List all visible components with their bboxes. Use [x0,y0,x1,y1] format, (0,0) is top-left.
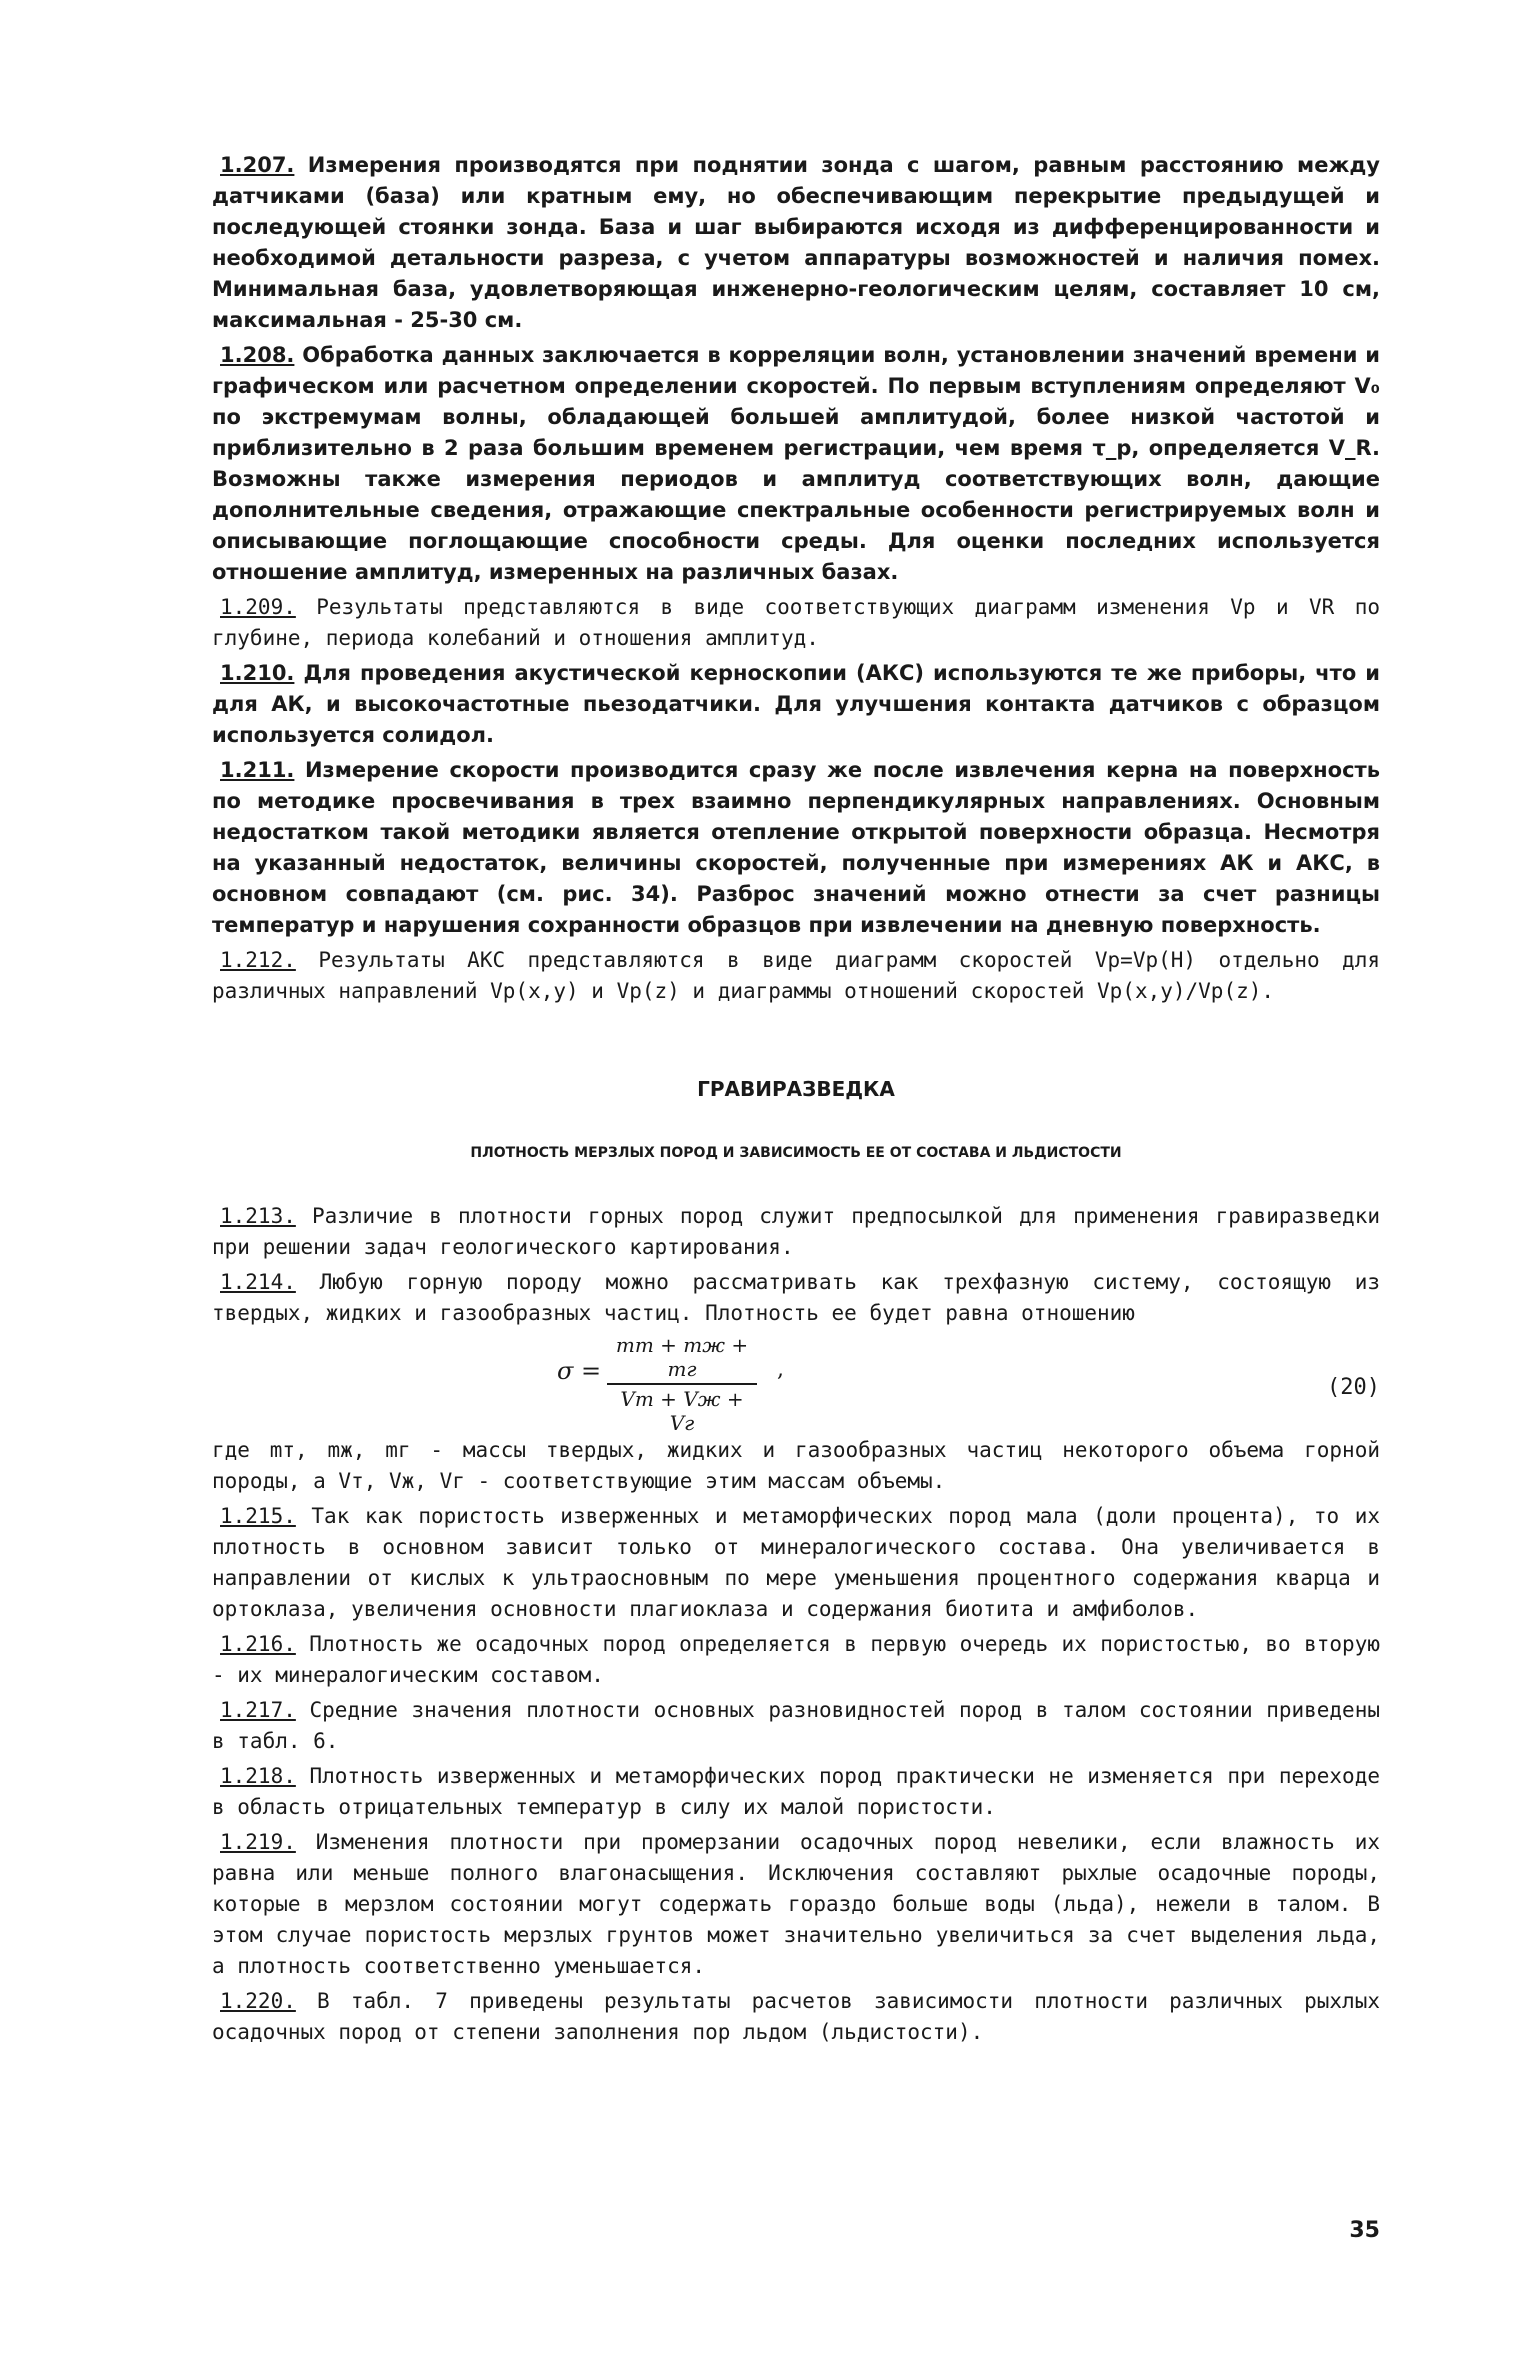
paragraph-text: Измерение скорости производится сразу же после извлечения керна на поверхность по методике просвечивания в трех взаимно перпендикулярных направлениях. Основным недостатком такой методики является отепление открытой поверхности образца. Несмотря на указанный недостаток, величины скоростей, полученные при измерениях АК и АКС, в основном совпадают (см. рис. 34). Разброс значений можно отнести за счет разницы температур и нарушения сохранности образцов при извлечении на дневную поверхность. [212,758,1381,937]
paragraph-1-207 [212,150,1380,336]
paragraph-1-216 [212,1629,1380,1691]
paragraph-number: 1.209. [220,595,296,619]
paragraph-1-211 [212,755,1380,941]
paragraph-text: Для проведения акустической керноскопии (АКС) используются те же приборы, что и для АК, и высокочастотные пьезодатчики. Для улучшения контакта датчиков с образцом используется солидол. [212,661,1380,747]
paragraph-text: Изменения плотности при промерзании осадочных пород невелики, если влажность их равна или меньше полного влагонасыщения. Исключения составляют рыхлые осадочные породы, которые в мерзлом состоянии могут содержать гораздо больше воды (льда), нежели в талом. В этом случае пористость мерзлых грунтов может значительно увеличиться за счет выделения льда, а плотность соответственно уменьшается. [212,1830,1380,1978]
paragraph-1-209 [212,592,1380,654]
paragraph-1-219 [212,1827,1380,1982]
formula-fraction [607,1333,757,1435]
paragraph-number: 1.211. [220,758,295,782]
paragraph-text: Различие в плотности горных пород служит предпосылкой для применения гравиразведки при решении задач геологического картирования. [212,1204,1380,1259]
formula-numerator: mт + mж + mг [607,1333,757,1385]
paragraph-text: Так как пористость изверженных и метаморфических пород мала (доли процента), то их плотность в основном зависит только от минералогического состава. Она увеличивается в направлении от кислых к ультраосновным по мере уменьшения процентного содержания кварца и ортоклаза, увеличения основности плагиоклаза и содержания биотита и амфиболов. [212,1504,1380,1621]
paragraph-number: 1.208. [220,343,295,367]
paragraph-number: 1.219. [220,1830,296,1854]
paragraph-number: 1.220. [220,1989,296,2013]
paragraph-number: 1.210. [220,661,295,685]
paragraph-number: 1.212. [220,948,296,972]
paragraph-1-217 [212,1695,1380,1757]
paragraph-1-208 [212,340,1380,588]
paragraph-text: Результаты АКС представляются в виде диаграмм скоростей Vp=Vp(H) отдельно для различных направлений Vp(x,y) и Vp(z) и диаграммы отношений скоростей Vp(x,y)/Vp(z). [212,948,1380,1003]
paragraph-text: Средние значения плотности основных разновидностей пород в талом состоянии приведены в табл. 6. [212,1698,1380,1753]
paragraph-text: Измерения производятся при поднятии зонда с шагом, равным расстоянию между датчиками (база) или кратным ему, но обеспечивающим перекрытие предыдущей и последующей стоянки зонда. База и шаг выбираются исходя из дифференцированности и необходимой детальности разреза, с учетом аппаратуры возможностей и наличия помех. Минимальная база, удовлетворяющая инженерно-геологическим целям, составляет 10 см, максимальная - 25-30 см. [212,153,1380,332]
section-acoustic [212,150,1380,1007]
formula-denominator: Vт + Vж + Vг [620,1387,744,1435]
formula-comma: , [777,1357,784,1382]
paragraph-number: 1.214. [220,1270,296,1294]
paragraph-text: Плотность же осадочных пород определяется в первую очередь их пористостью, во вторую - их минералогическим составом. [212,1632,1380,1687]
paragraph-number: 1.207. [220,153,295,177]
paragraph-number: 1.215. [220,1504,296,1528]
paragraph-text: Любую горную породу можно рассматривать как трехфазную систему, состоящую из твердых, жидких и газообразных частиц. Плотность ее будет равна отношению [212,1270,1380,1325]
formula-lhs: σ = [557,1357,602,1385]
density-formula [212,1333,1380,1435]
section-heading: ГРАВИРАЗВЕДКА [697,1077,895,1101]
formula-where-text: где mт, mж, mг - массы твердых, жидких и газообразных частиц некоторого объема горной породы, а Vт, Vж, Vг - соответствующие этим массам объемы. [212,1438,1380,1493]
paragraph-number: 1.217. [220,1698,296,1722]
paragraph-text: Обработка данных заключается в корреляции волн, установлении значений времени и графическом или расчетном определении скоростей. По первым вступлениям определяют V₀ по экстремумам волны, обладающей большей амплитудой, более низкой частотой и приблизительно в 2 раза большим временем регистрации, чем время τ_p, определяется V_R. Возможны также измерения периодов и амплитуд соответствующих волн, дающие дополнительные сведения, отражающие спектральные особенности регистрируемых волн и описывающие поглощающие способности среды. Для оценки последних используется отношение амплитуд, измеренных на различных базах. [212,343,1381,584]
paragraph-number: 1.213. [220,1204,296,1228]
equation-number: (20) [1327,1375,1380,1400]
paragraph-1-218 [212,1761,1380,1823]
paragraph-text: Плотность изверженных и метаморфических пород практически не изменяется при переходе в область отрицательных температур в силу их малой пористости. [212,1764,1380,1819]
subsection-heading: ПЛОТНОСТЬ МЕРЗЛЫХ ПОРОД И ЗАВИСИМОСТЬ ЕЕ ОТ СОСТАВА И ЛЬДИСТОСТИ [470,1145,1122,1161]
paragraph-1-214 [212,1267,1380,1329]
paragraph-number: 1.216. [220,1632,296,1656]
paragraph-1-210 [212,658,1380,751]
page-body [212,150,1380,2052]
paragraph-1-212 [212,945,1380,1007]
paragraph-text: В табл. 7 приведены результаты расчетов зависимости плотности различных рыхлых осадочных пород от степени заполнения пор льдом (льдистости). [212,1989,1380,2044]
section-gravimetry [212,1201,1380,2048]
paragraph-number: 1.218. [220,1764,296,1788]
paragraph-1-220 [212,1986,1380,2048]
page-number: 35 [1349,2218,1380,2243]
paragraph-1-215 [212,1501,1380,1625]
paragraph-1-213 [212,1201,1380,1263]
paragraph-text: Результаты представляются в виде соответствующих диаграмм изменения Vp и VR по глубине, периода колебаний и отношения амплитуд. [212,595,1380,650]
